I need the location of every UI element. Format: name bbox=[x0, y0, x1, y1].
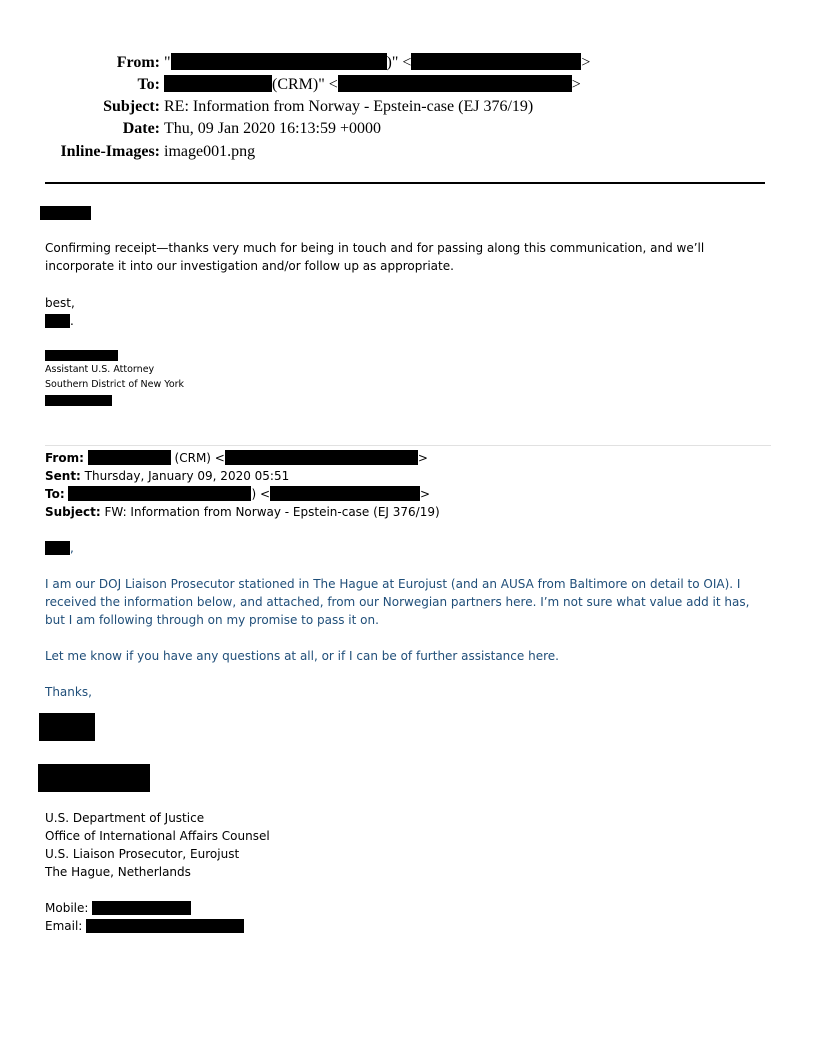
redaction-bar bbox=[92, 901, 191, 915]
to-separator: (CRM)" < bbox=[272, 76, 338, 93]
redacted-greeting bbox=[40, 206, 91, 220]
sig-email-row bbox=[45, 917, 244, 935]
signer-office: Southern District of New York bbox=[45, 379, 185, 390]
sig-line-3: U.S. Liaison Prosecutor, Eurojust bbox=[45, 847, 240, 861]
date-value: Thu, 09 Jan 2020 16:13:59 +0000 bbox=[164, 120, 382, 137]
reply-closing: best, bbox=[45, 296, 75, 310]
redaction-bar bbox=[225, 450, 418, 465]
reply-body: Confirming receipt—thanks very much for being in touch and for passing along this communication, and we’ll incorporate it into our investigation and/or follow up as appropriate. bbox=[45, 241, 705, 273]
redacted-signer-contact bbox=[45, 395, 112, 406]
angle-close: > bbox=[571, 76, 581, 93]
redaction-bar bbox=[164, 75, 272, 92]
redaction-bar bbox=[270, 486, 420, 501]
redaction-bar bbox=[88, 450, 171, 465]
inline-images-value: image001.png bbox=[164, 143, 256, 160]
redaction-bar bbox=[411, 53, 581, 70]
date-label: Date: bbox=[122, 120, 160, 137]
redaction-bar bbox=[171, 53, 387, 70]
angle-close: > bbox=[581, 54, 591, 71]
sig-line-1: U.S. Department of Justice bbox=[45, 811, 205, 825]
greeting-comma: , bbox=[70, 541, 74, 555]
to-value bbox=[164, 75, 581, 95]
fwd-paragraph-2: Let me know if you have any questions at all, or if I can be of further assistance here. bbox=[45, 649, 559, 663]
header-from-row bbox=[0, 53, 816, 73]
redaction-bar bbox=[86, 919, 244, 933]
fwd-sent-label: Sent: bbox=[45, 469, 81, 483]
from-label: From: bbox=[116, 54, 160, 71]
header-to-row bbox=[0, 75, 816, 95]
fwd-from-separator: (CRM) < bbox=[170, 451, 225, 465]
fwd-paragraph-1: I am our DOJ Liaison Prosecutor stationed in The Hague at Eurojust (and an AUSA from Baltimore on detail to OIA). I received the information below, and attached, from our Norwegian partners here. I’m not sure what value add it has, but I am following through on my promise to pass it on. bbox=[45, 577, 750, 627]
header-subject-row bbox=[0, 97, 816, 117]
redacted-signer-name bbox=[45, 350, 118, 361]
fwd-sent-value: Thursday, January 09, 2020 05:51 bbox=[80, 469, 290, 483]
signoff-period: . bbox=[70, 314, 74, 328]
redaction-bar bbox=[338, 75, 572, 92]
quote-mark: " bbox=[164, 54, 171, 71]
fwd-from-label: From: bbox=[45, 451, 84, 465]
signer-title: Assistant U.S. Attorney bbox=[45, 364, 155, 375]
fwd-to-separator: ) < bbox=[251, 487, 271, 501]
fwd-subject-value: FW: Information from Norway - Epstein-case (EJ 376/19) bbox=[100, 505, 440, 519]
inline-images-label: Inline-Images: bbox=[60, 143, 160, 160]
header-date-row bbox=[0, 119, 816, 139]
to-label: To: bbox=[137, 76, 160, 93]
fwd-to-row bbox=[45, 485, 430, 503]
sig-line-4: The Hague, Netherlands bbox=[45, 865, 191, 879]
reply-signoff bbox=[45, 312, 74, 330]
fwd-to-label: To: bbox=[45, 487, 65, 501]
sig-line-2: Office of International Affairs Counsel bbox=[45, 829, 270, 843]
header-inline-images-row bbox=[0, 142, 816, 162]
fwd-thanks: Thanks, bbox=[45, 685, 92, 699]
email-label: Email: bbox=[45, 919, 83, 933]
mobile-label: Mobile: bbox=[45, 901, 89, 915]
redaction-bar bbox=[68, 486, 251, 501]
header-divider bbox=[45, 182, 765, 184]
fwd-sent-row bbox=[45, 467, 289, 485]
fwd-from-row bbox=[45, 449, 428, 467]
forward-separator bbox=[45, 445, 771, 446]
sig-mobile-row bbox=[45, 899, 191, 917]
redaction-bar bbox=[45, 314, 70, 328]
redacted-sender-name bbox=[39, 713, 95, 741]
angle-close: > bbox=[417, 451, 428, 465]
subject-label: Subject: bbox=[103, 98, 160, 115]
fwd-subject-label: Subject: bbox=[45, 505, 101, 519]
redaction-bar bbox=[45, 541, 70, 555]
fwd-greeting bbox=[45, 539, 74, 557]
from-separator: )" < bbox=[386, 54, 412, 71]
redacted-sender-title bbox=[38, 764, 150, 792]
angle-close: > bbox=[420, 487, 431, 501]
fwd-subject-row bbox=[45, 503, 440, 521]
subject-value: RE: Information from Norway - Epstein-case (EJ 376/19) bbox=[164, 98, 534, 115]
from-value bbox=[164, 53, 590, 73]
